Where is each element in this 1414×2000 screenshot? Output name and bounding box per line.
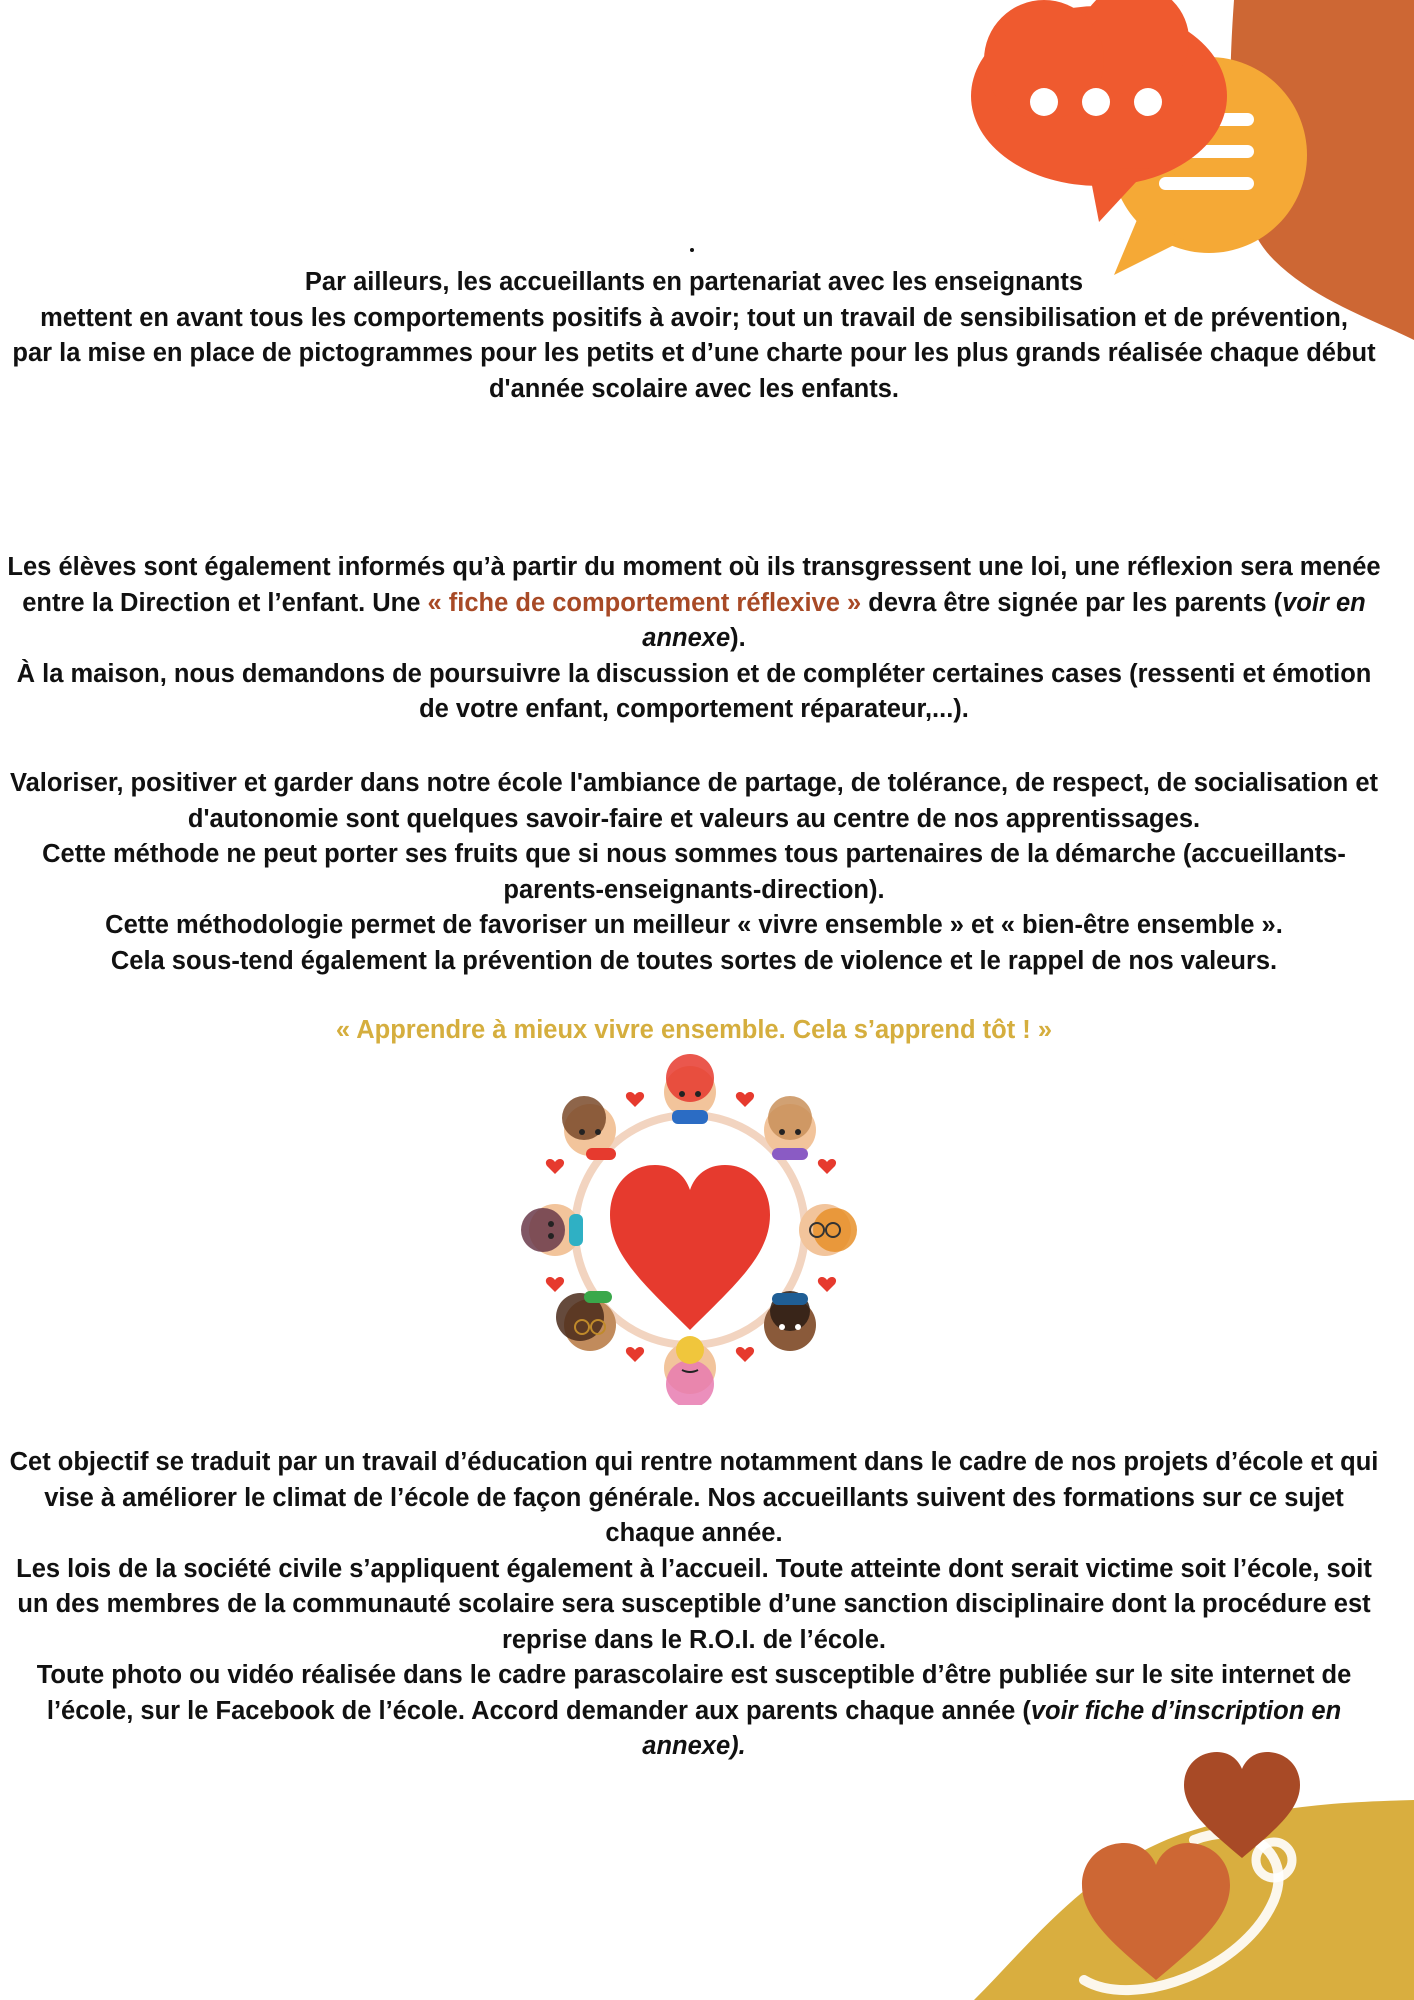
rules-text-1 [0,550,1388,657]
intro-line-2: mettent en avant tous les comportements positifs à avoir; tout un travail de sensibilisation et de prévention, [40,303,1348,332]
child-bottom-right [764,1291,816,1351]
child-top-left [562,1096,616,1160]
children-circle-heart-illustration [515,1050,865,1405]
stray-dot [690,248,694,252]
policy-text-1: Cet objectif se traduit par un travail d’éducation qui rentre notamment dans le cadre de nos projets d’école et qui vise à améliorer le climat de l’école de façon générale. Nos accueillants suivent des formations sur ce sujet chaque année. [9,1448,1379,1547]
policy-text-3a: Toute photo ou vidéo réalisée dans le cadre parascolaire est susceptible d’être publiée sur le site internet de l’école, sur le Facebook de l’école. Accord demander aux parents chaque année ( [36,1661,1352,1725]
values-text-3: Cette méthodologie permet de favoriser un meilleur « vivre ensemble » et « bien-être ensemble ». [105,911,1283,939]
child-bottom-left [556,1291,616,1351]
big-heart-icon [610,1165,770,1330]
policy-paragraph [0,1445,1388,1765]
rules-text-1c: ). [730,624,746,652]
intro-line-3: par la mise en place de pictogrammes pour les petits et d’une charte pour les plus grands réalisée chaque début d'année scolaire avec les enfants. [12,339,1376,403]
rules-text-1b: devra être signée par les parents ( [861,588,1283,617]
intro-line-1: Par ailleurs, les accueillants en partenariat avec les enseignants [304,268,1084,296]
registration-annex-ref: voir fiche d’inscription en annexe). [642,1696,1342,1760]
values-paragraph [0,766,1388,979]
intro-paragraph [0,265,1388,407]
policy-text-2: Les lois de la société civile s’appliquent également à l’accueil. Toute atteinte dont serait victime soit l’école, soit un des membres de la communauté scolaire sera susceptible d’une sanction disciplinaire dont la procédure est reprise dans le R.O.I. de l’école. [16,1554,1372,1654]
rules-paragraph [0,550,1388,728]
motto-quote: « Apprendre à mieux vivre ensemble. Cela s’apprend tôt ! » [335,1016,1053,1044]
behaviour-sheet-link: « fiche de comportement réflexive » [427,588,862,617]
values-text-2: Cette méthode ne peut porter ses fruits que si nous sommes tous partenaires de la démarche (accueillants-parents-enseignants-direction). [42,840,1346,904]
rules-text-2: À la maison, nous demandons de poursuivre la discussion et de compléter certaines cases (ressenti et émotion de votre enfant, comportement réparateur,...). [16,659,1372,723]
child-right [799,1204,857,1256]
hearts-decoration [974,1740,1414,2000]
annex-ref: voir en annexe [642,588,1366,652]
values-text-1: Valoriser, positiver et garder dans notre école l'ambiance de partage, de tolérance, de respect, de socialisation et d'autonomie sont quelques savoir-faire et valeurs au centre de nos apprentissages. [10,769,1378,833]
rules-text-1a: Les élèves sont également informés qu’à partir du moment où ils transgressent une loi, une réflexion sera menée entre la Direction et l’enfant. Une [7,553,1381,617]
values-text-4: Cela sous-tend également la prévention de toutes sortes de violence et le rappel de nos valeurs. [110,946,1278,975]
